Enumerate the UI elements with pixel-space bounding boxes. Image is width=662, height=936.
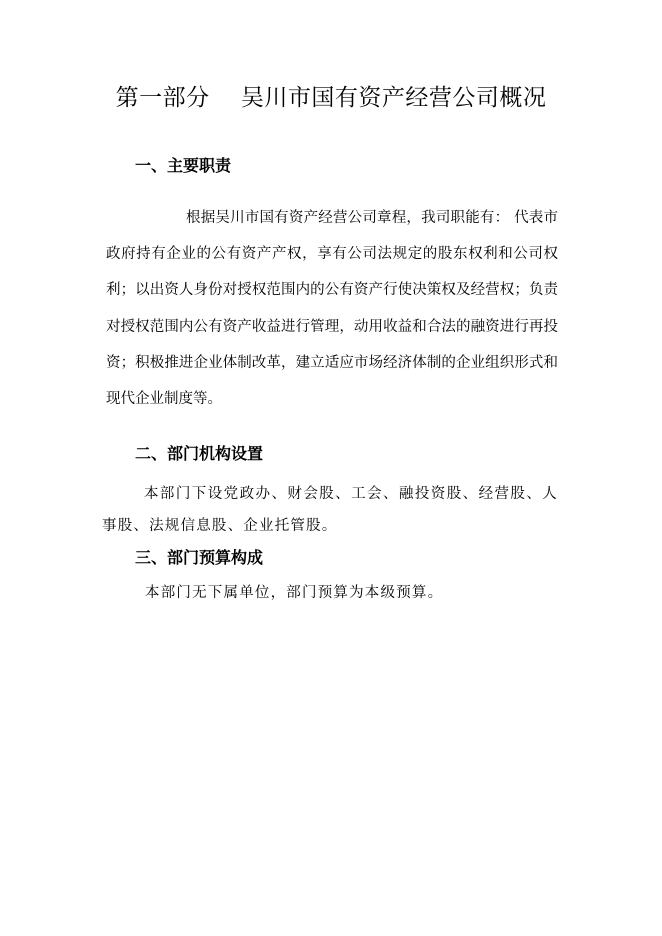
section-body-department-structure: 本部门下设党政办、财会股、工会、融投资股、经营股、人事股、法规信息股、企业托管股。 bbox=[102, 486, 558, 534]
section-heading-department-structure: 二、部门机构设置 bbox=[135, 444, 264, 463]
page-title: 第一部分 吴川市国有资产经营公司概况 bbox=[115, 85, 547, 111]
section-body-main-duties: 根据吴川市国有资产经营公司章程，我司职能有： 代表市政府持有企业的公有资产产权，享有公司法规定的股东权利和公司权利；以出资人身份对授权范围内的公有资产行使决策权及经营权；负责对授权范围内公有资产收益进行管理，动用收益和合法的融资进行再投资；积极推进企业体制改革，建立适应市场经济体制的企业组织形式和现代企业制度等。 bbox=[106, 210, 558, 408]
section-heading-budget-composition: 三、部门预算构成 bbox=[135, 548, 264, 567]
section-heading-main-duties: 一、主要职责 bbox=[135, 156, 232, 175]
section-body-budget-composition: 本部门无下属单位，部门预算为本级预算。 bbox=[145, 585, 444, 601]
